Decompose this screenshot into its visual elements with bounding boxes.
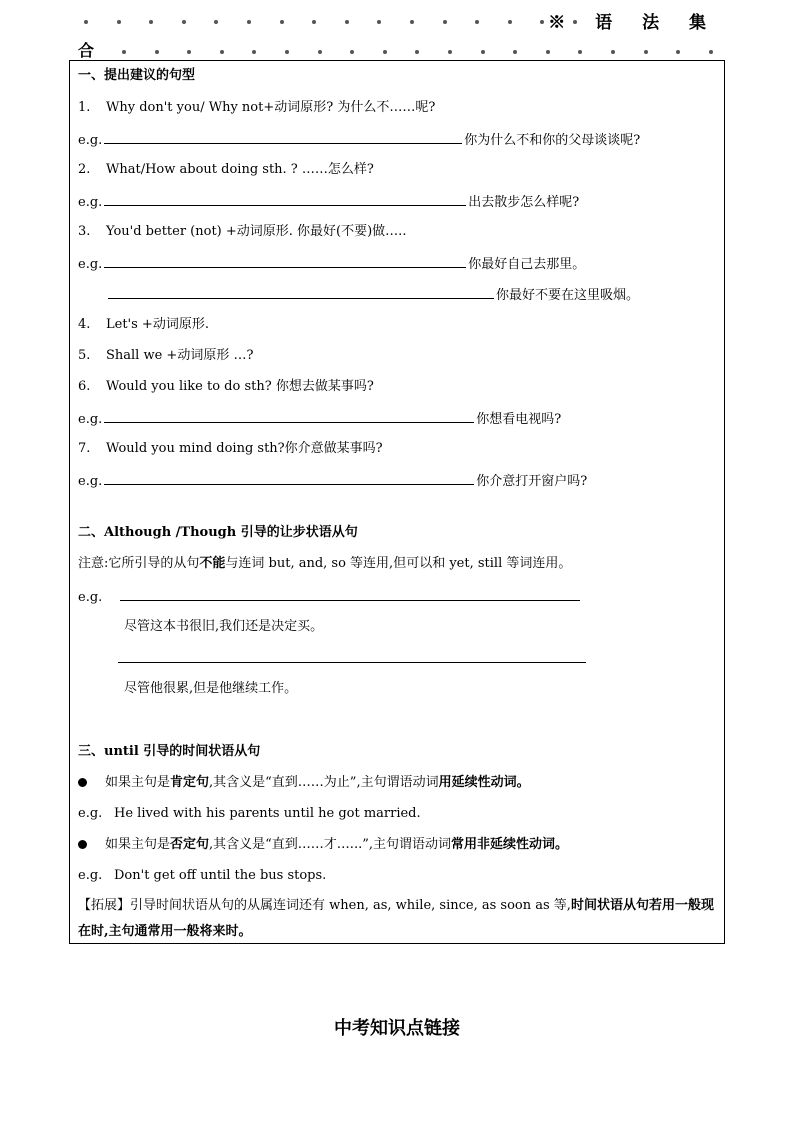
page-header [78, 6, 718, 60]
item5-text: Shall we +动词原形 …? [106, 348, 254, 363]
section3-example-1 [78, 805, 421, 823]
eg-label: e.g. [78, 133, 103, 148]
dot-mark [312, 20, 316, 24]
item3 [78, 223, 406, 241]
extension-emphasis: 时间状语从句若用一般现在时,主句通常用一般将来时。 [78, 898, 714, 939]
note-text-rest: 与连词 but, and, so 等连用,但可以和 yet, still 等词连用。 [225, 556, 572, 571]
item3-example-2 [106, 285, 639, 305]
dot-mark [475, 20, 479, 24]
item5-number: 5. [78, 348, 91, 363]
bullet-icon [78, 778, 87, 787]
item6-example-cn: 你想看电视吗? [476, 412, 562, 427]
extension-text: 【拓展】引导时间状语从句的从属连词还有 when, as, while, since, as soon as 等, [78, 898, 571, 913]
section3-bullet-2 [78, 836, 568, 854]
item3-text: You'd better (not) +动词原形. 你最好(不要)做….. [106, 224, 407, 239]
dot-mark [377, 20, 381, 24]
dot-mark [644, 50, 648, 54]
eg-label: e.g. [78, 474, 103, 489]
dot-mark [247, 20, 251, 24]
bullet-emphasis-end: 常用非延续性动词。 [451, 837, 569, 852]
item1 [78, 99, 435, 117]
bullet-text-mid: ,其含义是“直到……才…...”,主句谓语动词 [209, 837, 451, 852]
bullet-emphasis: 肯定句 [170, 775, 210, 790]
bullet-text-mid: ,其含义是“直到……为止”,主句谓语动词 [209, 775, 439, 790]
dot-mark [676, 50, 680, 54]
item2-text: What/How about doing sth. ? ……怎么样? [106, 162, 374, 177]
item6-text: Would you like to do sth? 你想去做某事吗? [106, 379, 374, 394]
dot-mark [280, 20, 284, 24]
item4-text: Let's +动词原形. [106, 317, 209, 332]
item1-example-cn: 你为什么不和你的父母谈谈呢? [464, 133, 641, 148]
bullet-icon [78, 840, 87, 849]
dot-mark [448, 50, 452, 54]
example-text: He lived with his parents until he got married. [114, 806, 421, 821]
eg-label: e.g. [78, 412, 103, 427]
section2-example-2-cn: 尽管他很累,但是他继续工作。 [124, 681, 298, 696]
section2-example-2 [116, 649, 588, 669]
item3-example-cn2: 你最好不要在这里吸烟。 [496, 288, 640, 303]
section2-note [78, 555, 571, 573]
item6-example [78, 409, 561, 429]
dot-mark [220, 50, 224, 54]
item6-number: 6. [78, 379, 91, 394]
item2-example-cn: 出去散步怎么样呢? [468, 195, 580, 210]
item6 [78, 378, 374, 396]
dot-mark [345, 20, 349, 24]
section1-heading: 一、提出建议的句型 [78, 68, 196, 83]
item3-example-cn1: 你最好自己去那里。 [468, 257, 586, 272]
answer-blank[interactable] [104, 192, 466, 206]
header-title: ※ 语 法 集 [548, 13, 718, 33]
dot-mark [214, 20, 218, 24]
note-text: 注意:它所引导的从句 [78, 556, 200, 571]
grammar-content-box [69, 60, 725, 944]
example-text: Don't get off until the bus stops. [114, 868, 327, 883]
section3-extension [78, 893, 718, 945]
eg-label: e.g. [78, 868, 103, 883]
bullet-emphasis-end: 用延续性动词。 [438, 775, 530, 790]
dot-mark [410, 20, 414, 24]
dot-mark [508, 20, 512, 24]
item7 [78, 440, 383, 458]
eg-label: e.g. [78, 195, 103, 210]
section3-bullet-1 [78, 774, 530, 792]
dot-mark [155, 50, 159, 54]
bullet-emphasis: 否定句 [170, 837, 210, 852]
dot-mark [513, 50, 517, 54]
section2-example-1 [78, 587, 582, 607]
section2-heading: 二、Although /Though 引导的让步状语从句 [78, 525, 358, 540]
footer-title: 中考知识点链接 [334, 1018, 460, 1039]
section3-heading: 三、until 引导的时间状语从句 [78, 744, 261, 759]
dot-mark [122, 50, 126, 54]
eg-label: e.g. [78, 806, 103, 821]
dot-mark [149, 20, 153, 24]
dot-mark [318, 50, 322, 54]
answer-blank[interactable] [104, 130, 462, 144]
item1-example [78, 130, 640, 150]
dot-mark [252, 50, 256, 54]
item7-text: Would you mind doing sth?你介意做某事吗? [106, 441, 383, 456]
note-emphasis: 不能 [199, 556, 226, 571]
dot-mark [117, 20, 121, 24]
section2-example-1-cn: 尽管这本书很旧,我们还是决定买。 [124, 619, 324, 634]
answer-blank[interactable] [104, 254, 466, 268]
item7-number: 7. [78, 441, 91, 456]
bullet-text: 如果主句是 [105, 775, 171, 790]
dot-mark [285, 50, 289, 54]
item1-text: Why don't you/ Why not+动词原形? 为什么不……呢? [106, 100, 436, 115]
dot-mark [611, 50, 615, 54]
eg-label: e.g. [78, 590, 103, 605]
dot-mark [546, 50, 550, 54]
dot-mark [540, 20, 544, 24]
item5 [78, 347, 253, 365]
item7-example [78, 471, 587, 491]
item4-number: 4. [78, 317, 91, 332]
answer-blank[interactable] [104, 471, 474, 485]
eg-label: e.g. [78, 257, 103, 272]
item2-number: 2. [78, 162, 91, 177]
dot-mark [187, 50, 191, 54]
dot-mark [415, 50, 419, 54]
dot-mark [84, 20, 88, 24]
item4 [78, 316, 209, 334]
dot-mark [350, 50, 354, 54]
answer-blank[interactable] [118, 649, 586, 663]
answer-blank[interactable] [120, 587, 580, 601]
dot-mark [578, 50, 582, 54]
answer-blank[interactable] [104, 409, 474, 423]
answer-blank[interactable] [108, 285, 494, 299]
section3-example-2 [78, 867, 326, 885]
item3-number: 3. [78, 224, 91, 239]
item7-example-cn: 你介意打开窗户吗? [476, 474, 588, 489]
item2 [78, 161, 374, 179]
dot-mark [383, 50, 387, 54]
dot-mark [709, 50, 713, 54]
dot-mark [481, 50, 485, 54]
dot-mark [182, 20, 186, 24]
bullet-text: 如果主句是 [105, 837, 171, 852]
item2-example [78, 192, 579, 212]
header-title-continued: 合 [78, 41, 95, 60]
item1-number: 1. [78, 100, 91, 115]
item3-example [78, 254, 585, 274]
dot-mark [443, 20, 447, 24]
